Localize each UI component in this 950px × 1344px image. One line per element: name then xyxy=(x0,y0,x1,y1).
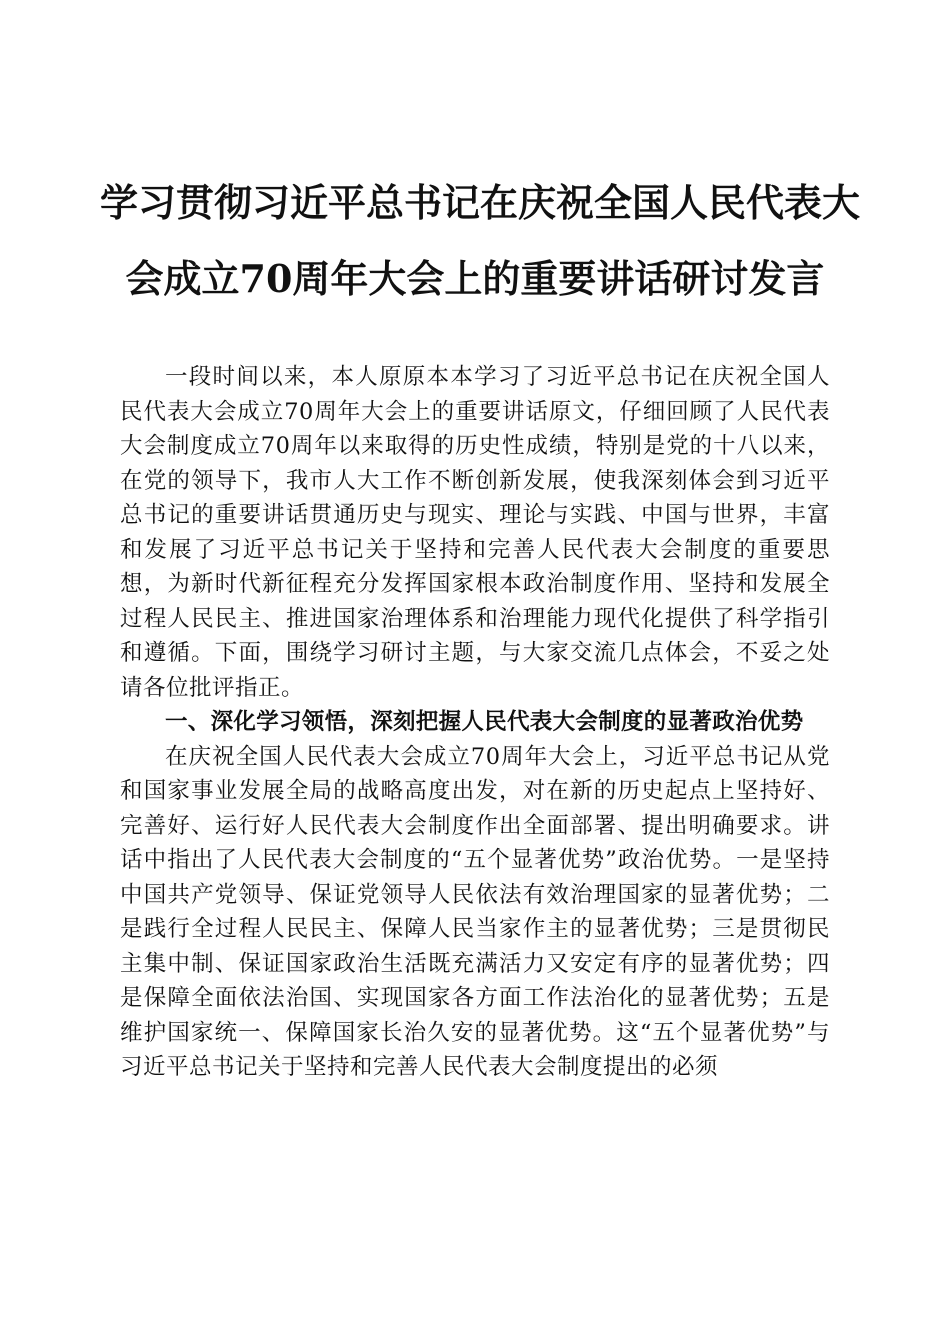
document-body xyxy=(120,360,830,1085)
title-line-1: 学习贯彻习近平总书记在庆祝全国人民代表大 xyxy=(100,180,861,225)
document-title xyxy=(100,165,861,317)
title-line-2: 会成立70周年大会上的重要讲话研讨发言 xyxy=(125,256,825,301)
section-1-paragraph: 在庆祝全国人民代表大会成立70周年大会上，习近平总书记从党和国家事业发展全局的战略高度出发，对在新的历史起点上坚持好、完善好、运行好人民代表大会制度作出全面部署、提出明确要求。讲话中指出了人民代表大会制度的“五个显著优势”政治优势。一是坚持中国共产党领导、保证党领导人民依法有效治理国家的显著优势；二是践行全过程人民民主、保障人民当家作主的显著优势；三是贯彻民主集中制、保证国家政治生活既充满活力又安定有序的显著优势；四是保障全面依法治国、实现国家各方面工作法治化的显著优势；五是维护国家统一、保障国家长治久安的显著优势。这“五个显著优势”与习近平总书记关于坚持和完善人民代表大会制度提出的必须 xyxy=(120,743,830,1080)
intro-paragraph: 一段时间以来，本人原原本本学习了习近平总书记在庆祝全国人民代表大会成立70周年大会上的重要讲话原文，仔细回顾了人民代表大会制度成立70周年以来取得的历史性成绩，特别是党的十八以来，在党的领导下，我市人大工作不断创新发展，使我深刻体会到习近平总书记的重要讲话贯通历史与现实、理论与实践、中国与世界，丰富和发展了习近平总书记关于坚持和完善人民代表大会制度的重要思想，为新时代新征程充分发挥国家根本政治制度作用、坚持和发展全过程人民民主、推进国家治理体系和治理能力现代化提供了科学指引和遵循。下面，围绕学习研讨主题，与大家交流几点体会，不妥之处请各位批评指正。 xyxy=(120,364,830,701)
section-1-heading: 一、深化学习领悟，深刻把握人民代表大会制度的显著政治优势 xyxy=(165,709,804,735)
